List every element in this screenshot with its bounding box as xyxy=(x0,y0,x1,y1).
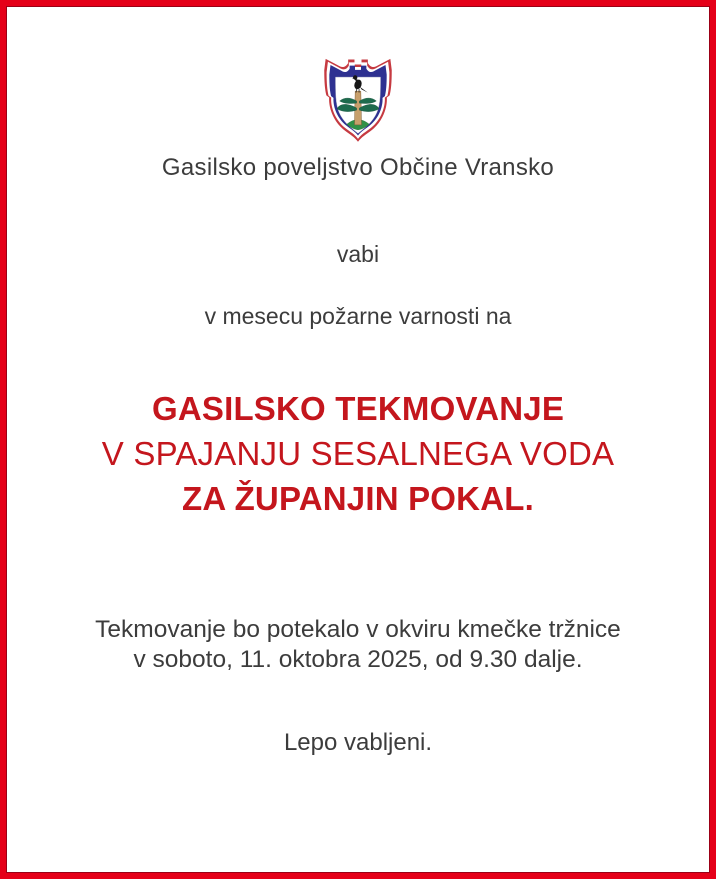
closing-line: Lepo vabljeni. xyxy=(283,729,433,756)
municipal-crest-icon xyxy=(312,56,404,146)
intro-line-occasion: v mesecu požarne varnosti na xyxy=(204,303,512,329)
event-details-line1: Tekmovanje bo potekalo v okviru kmečke tržnice xyxy=(95,616,621,643)
event-title-line2: V SPAJANJU SESALNEGA VODA xyxy=(101,435,615,472)
event-title-line3: ZA ŽUPANJIN POKAL. xyxy=(182,480,534,517)
intro-line-vabi: vabi xyxy=(336,241,380,267)
organization-name: Gasilsko poveljstvo Občine Vransko xyxy=(161,154,555,181)
event-details xyxy=(95,615,621,675)
event-title xyxy=(102,386,614,521)
event-details-line2: v soboto, 11. oktobra 2025, od 9.30 dalje. xyxy=(133,646,583,673)
event-title-line1: GASILSKO TEKMOVANJE xyxy=(151,390,565,427)
